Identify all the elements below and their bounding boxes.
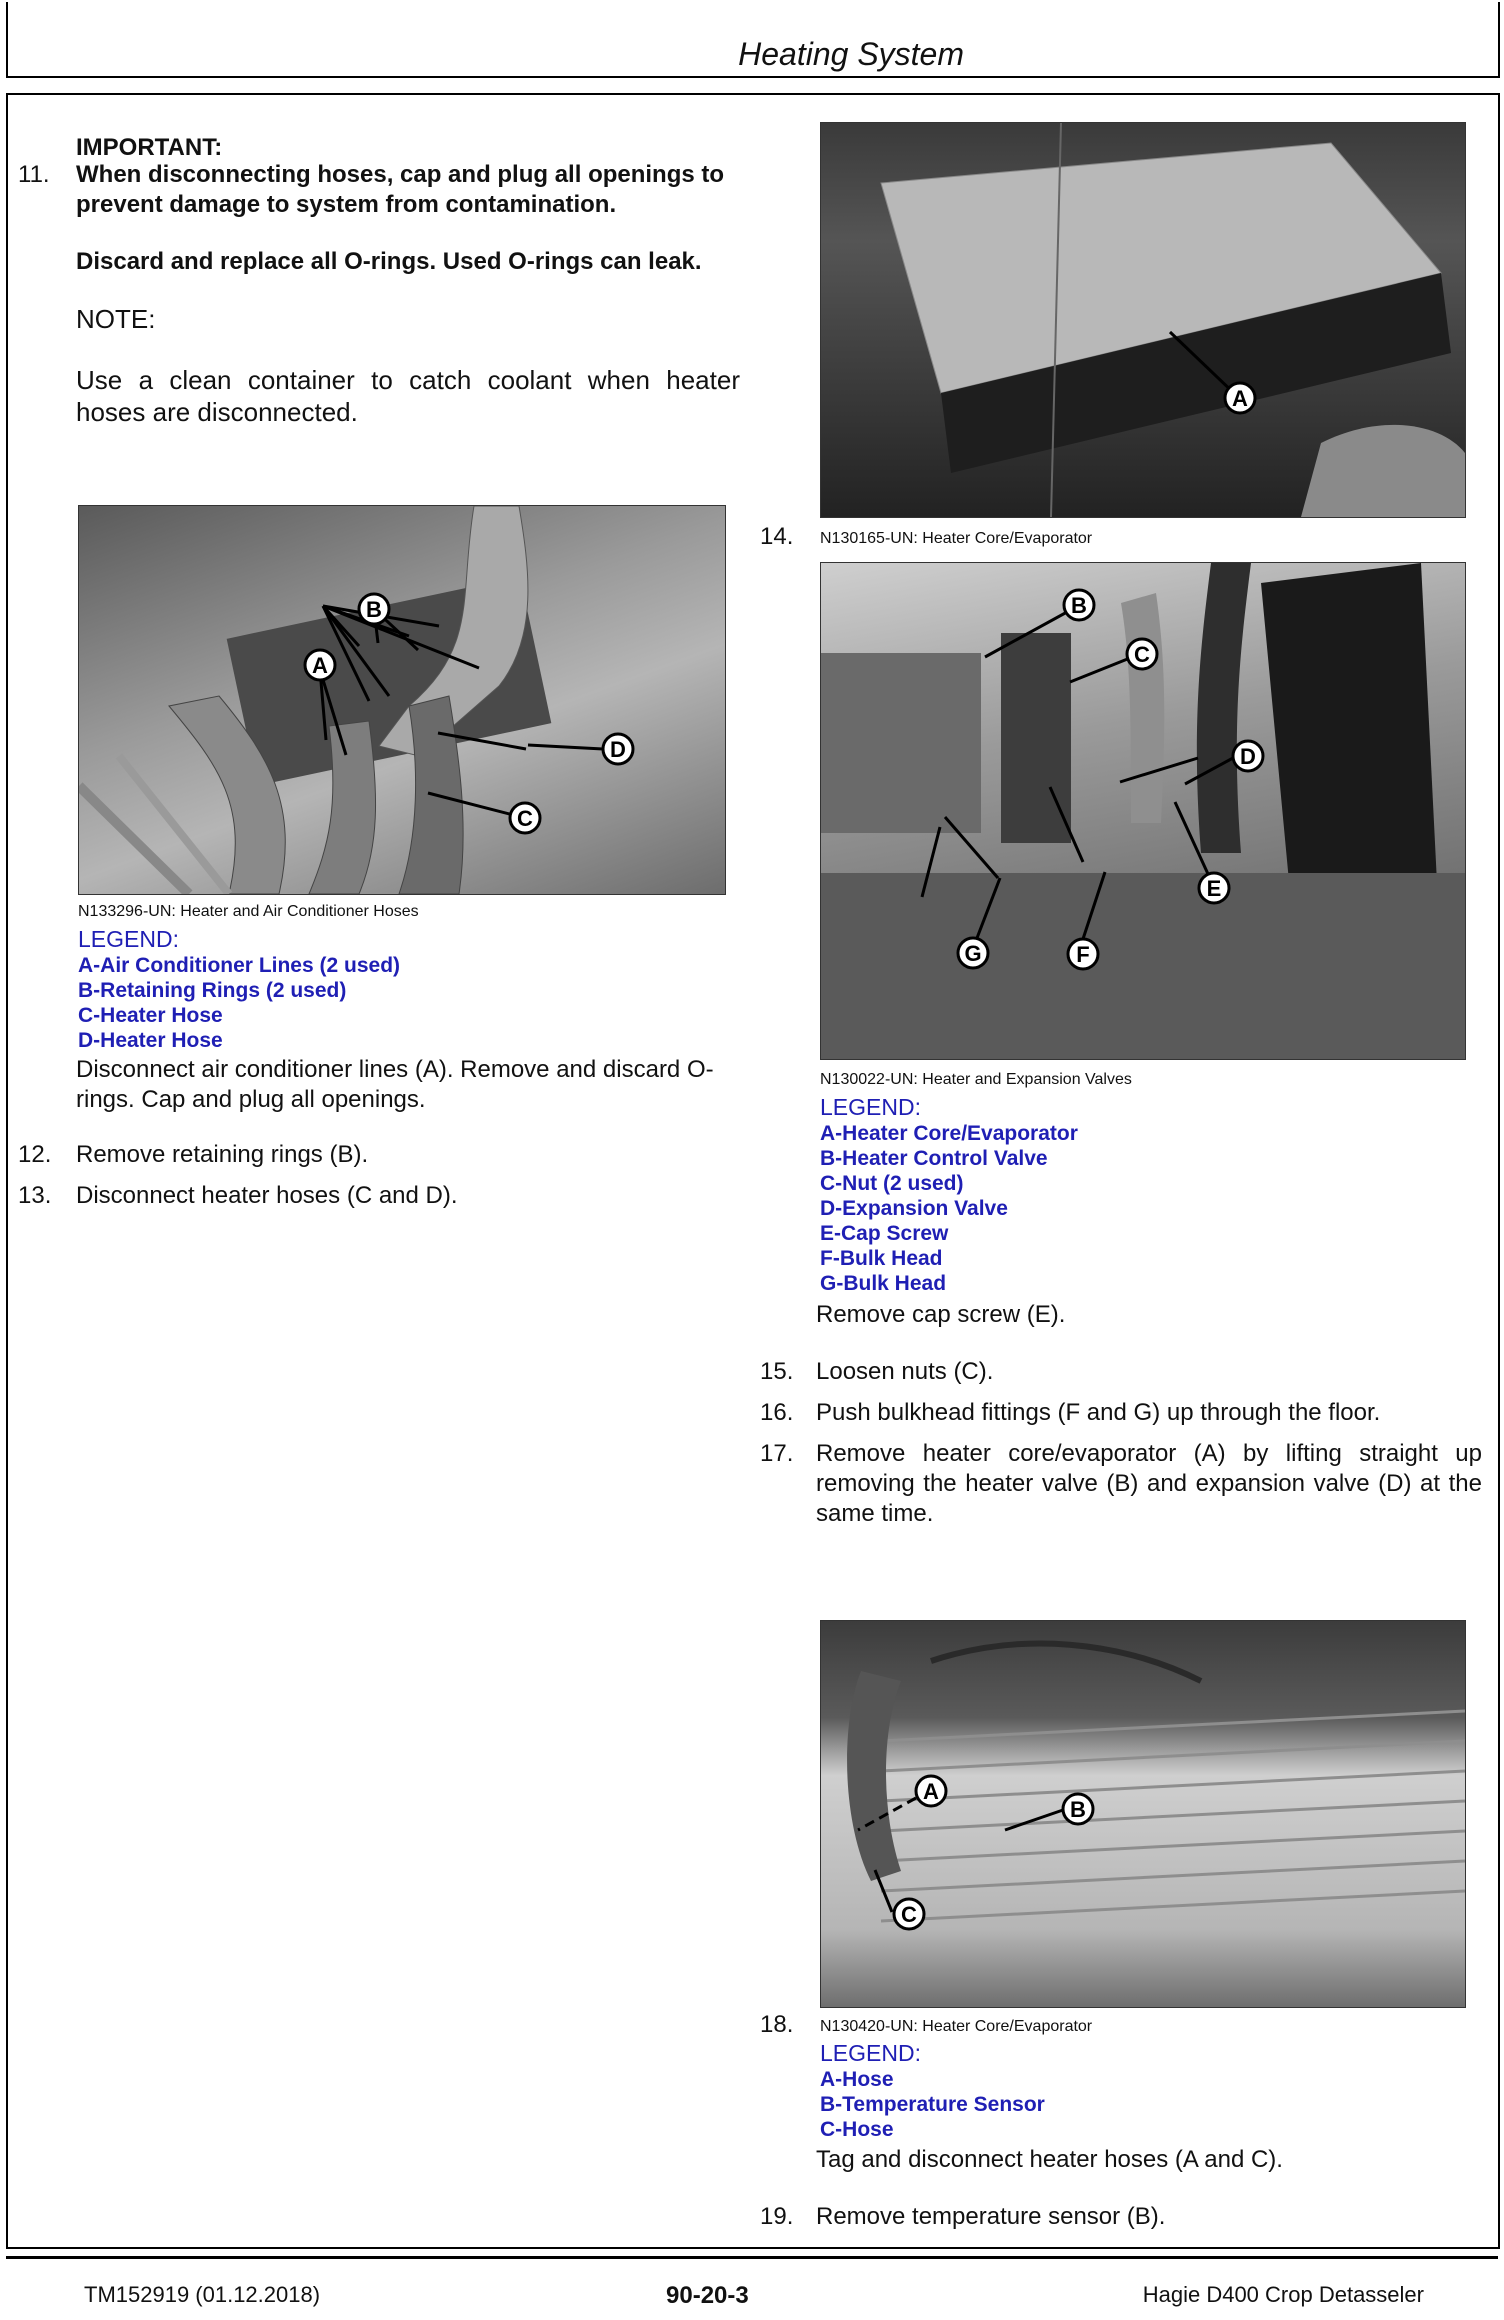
legend-item: D-Heater Hose (78, 1029, 223, 1052)
legend-item: A-Air Conditioner Lines (2 used) (78, 954, 401, 977)
step16-text: Push bulkhead fittings (F and G) up through the floor. (816, 1399, 1381, 1426)
note-label: NOTE: (76, 304, 156, 334)
step-number: 11. (18, 161, 50, 188)
note-text: Use a clean container to catch coolant when heater hoses are disconnected. (76, 365, 740, 427)
callout-b-label: B (1071, 593, 1087, 618)
callout-a-label: A (312, 653, 328, 678)
page-title: Heating System (738, 36, 964, 72)
doc-id: TM152919 (01.12.2018) (84, 2282, 321, 2307)
legend-item: F-Bulk Head (820, 1247, 943, 1270)
figure1-legend (78, 953, 400, 1053)
figure2-legend (820, 1121, 1078, 1296)
page-number: 90-20-3 (666, 2282, 749, 2309)
callout-c-label: C (1134, 642, 1150, 667)
step-number: 12. (18, 1141, 52, 1168)
callout-c-label: C (517, 806, 533, 831)
step-number: 17. (760, 1440, 794, 1467)
after-figure2-text: Remove cap screw (E). (816, 1301, 1066, 1328)
step-number: 14. (760, 523, 794, 550)
callout-a-label: A (1232, 386, 1248, 411)
callout-e-label: E (1206, 876, 1222, 901)
step13-text: Disconnect heater hoses (C and D). (76, 1182, 458, 1209)
step15-text: Loosen nuts (C). (816, 1358, 994, 1385)
legend-item: C-Hose (820, 2118, 894, 2141)
legend-item: G-Bulk Head (820, 1272, 947, 1295)
legend-item: A-Hose (820, 2068, 894, 2091)
legend-item: D-Expansion Valve (820, 1197, 1008, 1220)
callout-f-label: F (1076, 942, 1090, 967)
figure3-caption: N130420-UN: Heater Core/Evaporator (820, 2018, 1093, 2035)
step-number: 18. (760, 2011, 794, 2038)
legend-item: C-Nut (2 used) (820, 1172, 964, 1195)
figure1-labels (78, 505, 724, 893)
figure2-caption: N130022-UN: Heater and Expansion Valves (820, 1071, 1132, 1088)
callout-a-label: A (923, 1779, 939, 1804)
callout-b-label: B (366, 597, 382, 622)
step-number: 13. (18, 1182, 52, 1209)
figure1-legend-label: LEGEND: (78, 926, 179, 952)
figure2-labels (820, 562, 1464, 1058)
step-number: 19. (760, 2203, 794, 2230)
figure14-caption: N130165-UN: Heater Core/Evaporator (820, 530, 1093, 547)
step-number: 15. (760, 1358, 794, 1385)
product-name: Hagie D400 Crop Detasseler (1142, 2282, 1424, 2307)
after-figure1-text: Disconnect air conditioner lines (A). Remove and discard O-rings. Cap and plug all openings. (76, 1056, 714, 1113)
legend-item: C-Heater Hose (78, 1004, 223, 1027)
legend-item: B-Heater Control Valve (820, 1147, 1048, 1170)
callout-c-label: C (901, 1902, 917, 1927)
legend-item: B-Retaining Rings (2 used) (78, 979, 347, 1002)
figure2-legend-label: LEGEND: (820, 1094, 921, 1120)
important-label: IMPORTANT: (76, 134, 223, 161)
legend-item: B-Temperature Sensor (820, 2093, 1045, 2116)
step-number: 16. (760, 1399, 794, 1426)
step17-text: Remove heater core/evaporator (A) by lifting straight up removing the heater valve (B) and expansion valve (D) at the same time. (816, 1440, 1482, 1527)
figure3-legend-label: LEGEND: (820, 2040, 921, 2066)
callout-b-label: B (1070, 1797, 1086, 1822)
legend-item: A-Heater Core/Evaporator (820, 1122, 1078, 1145)
step12-text: Remove retaining rings (B). (76, 1141, 369, 1168)
footer-rule (6, 2256, 1498, 2259)
callout-d-label: D (610, 737, 626, 762)
figure1-caption: N133296-UN: Heater and Air Conditioner Hoses (78, 903, 419, 920)
legend-item: E-Cap Screw (820, 1222, 949, 1245)
after-figure3-text: Tag and disconnect heater hoses (A and C). (816, 2146, 1283, 2173)
figure3-labels (820, 1620, 1464, 2006)
step19-text: Remove temperature sensor (B). (816, 2203, 1166, 2230)
figure-top-callouts (820, 122, 1464, 516)
figure3-legend (820, 2067, 1045, 2142)
callout-g-label: G (964, 941, 982, 966)
oring-warning: Discard and replace all O-rings. Used O-rings can leak. (76, 248, 702, 275)
step11-text: When disconnecting hoses, cap and plug all openings to prevent damage to system from contamination. (76, 161, 725, 218)
callout-d-label: D (1240, 744, 1256, 769)
